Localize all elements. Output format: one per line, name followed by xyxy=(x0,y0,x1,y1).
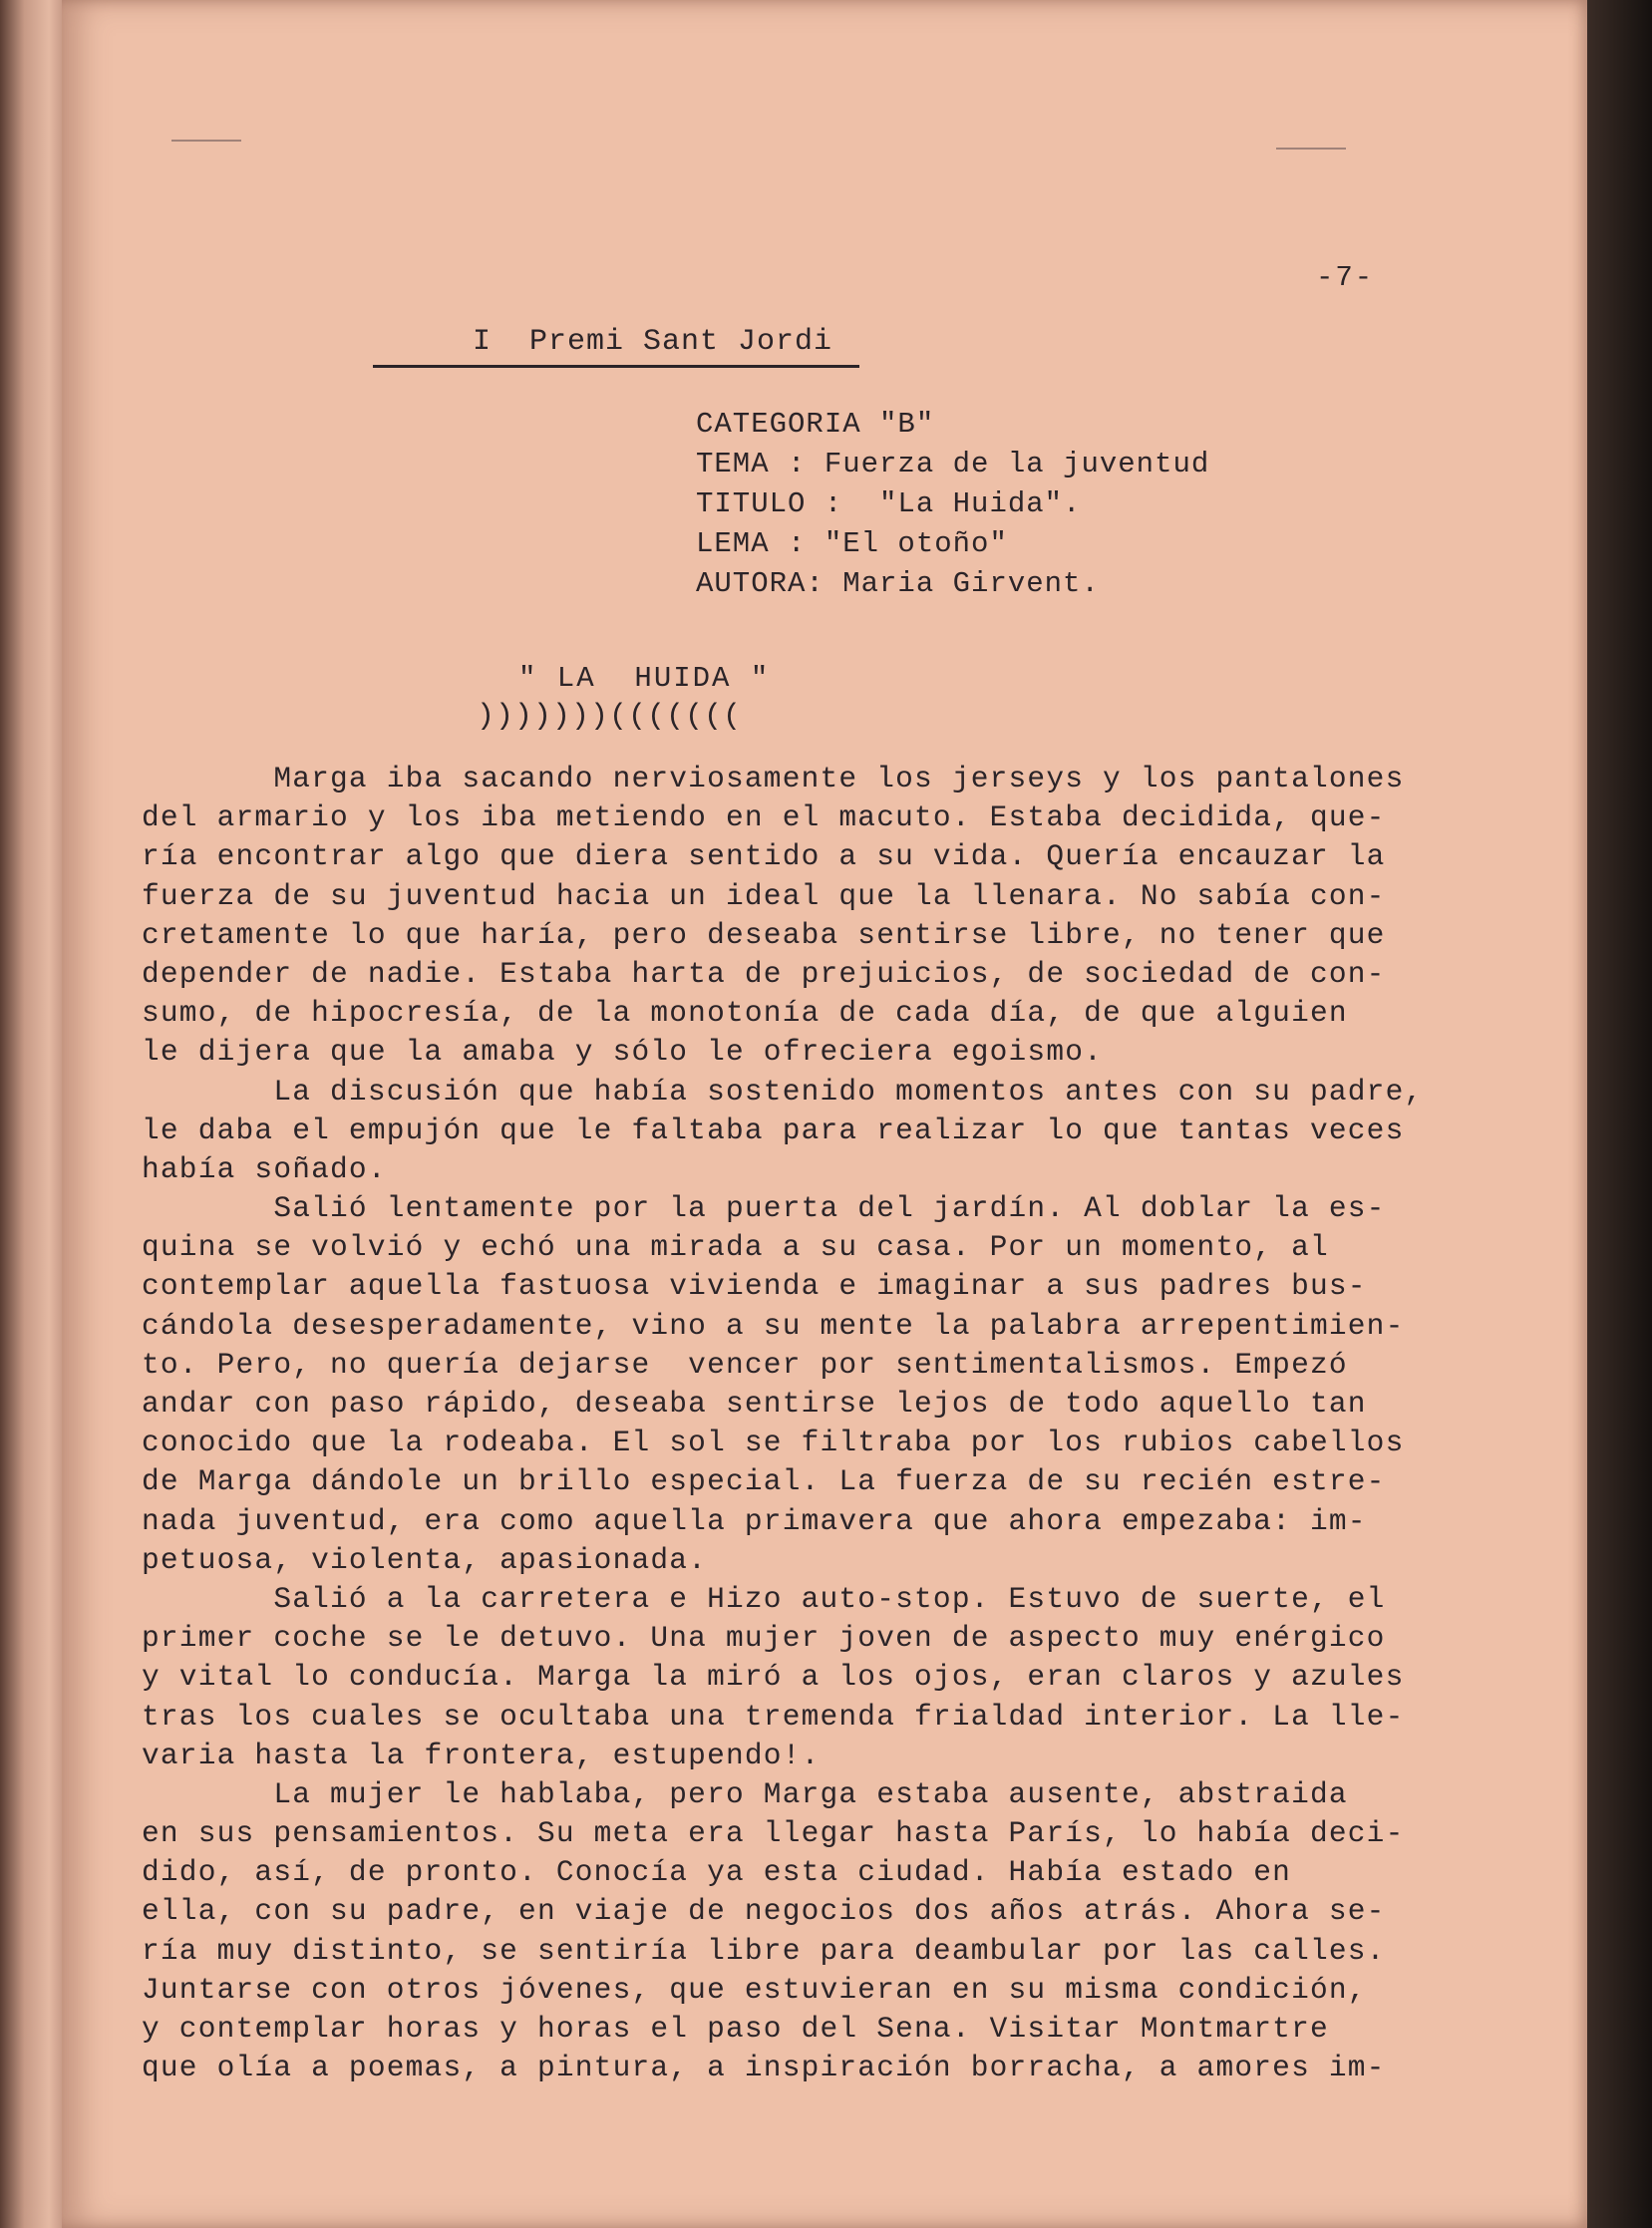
body-line: y contemplar horas y horas el paso del Sena. Visitar Montmartre xyxy=(142,2012,1329,2046)
title-ornament: )))))))((((((( xyxy=(477,700,743,734)
body-line: dido, así, de pronto. Conocía ya esta ciudad. Había estado en xyxy=(142,1855,1292,1890)
body-line: varia hasta la frontera, estupendo!. xyxy=(142,1738,821,1772)
page-number: -7- xyxy=(1316,261,1375,294)
body-line: de Marga dándole un brillo especial. La fuerza de su recién estre- xyxy=(142,1464,1386,1499)
scan-edge xyxy=(1587,0,1652,2228)
body-line: Marga iba sacando nerviosamente los jerseys y los pantalones xyxy=(142,762,1405,796)
body-line: tras los cuales se ocultaba una tremenda frialdad interior. La lle- xyxy=(142,1699,1405,1734)
entry-metadata xyxy=(696,405,1209,604)
body-line: le daba el empujón que le faltaba para realizar lo que tantas veces xyxy=(142,1113,1405,1147)
body-line: en sus pensamientos. Su meta era llegar hasta París, lo había deci- xyxy=(142,1816,1405,1851)
body-line: y vital lo conducía. Marga la miró a los ojos, eran claros y azules xyxy=(142,1660,1405,1695)
heading-text: I Premi Sant Jordi xyxy=(473,325,833,359)
body-line: le dijera que la amaba y sólo le ofreciera egoismo. xyxy=(142,1035,1104,1070)
body-line: que olía a poemas, a pintura, a inspiración borracha, a amores im- xyxy=(142,2051,1386,2085)
body-line: Salió lentamente por la puerta del jardín. Al doblar la es- xyxy=(142,1191,1386,1226)
body-line: to. Pero, no quería dejarse vencer por sentimentalismos. Empezó xyxy=(142,1347,1348,1382)
meta-theme: TEMA : Fuerza de la juventud xyxy=(696,448,1210,480)
meta-title: TITULO : "La Huida". xyxy=(696,487,1082,520)
body-line: cándola desesperadamente, vino a su mente la palabra arrepentimien- xyxy=(142,1308,1405,1343)
body-line: del armario y los iba metiendo en el macuto. Estaba decidida, que- xyxy=(142,800,1386,835)
body-line: La mujer le hablaba, pero Marga estaba ausente, abstraida xyxy=(142,1776,1348,1811)
body-line: quina se volvió y echó una mirada a su casa. Por un momento, al xyxy=(142,1230,1329,1265)
pencil-mark-right xyxy=(1276,148,1346,150)
body-line: petuosa, violenta, apasionada. xyxy=(142,1542,708,1577)
body-line: andar con paso rápido, deseaba sentirse lejos de todo aquello tan xyxy=(142,1387,1367,1421)
body-line: primer coche se le detuvo. Una mujer joven de aspecto muy enérgico xyxy=(142,1621,1386,1656)
body-line: había soñado. xyxy=(142,1151,387,1186)
body-line: depender de nadie. Estaba harta de prejuicios, de sociedad de con- xyxy=(142,956,1386,991)
body-line: ría encontrar algo que diera sentido a su vida. Quería encauzar la xyxy=(142,839,1386,874)
document-page xyxy=(62,0,1587,2228)
body-line: conocido que la rodeaba. El sol se filtraba por los rubios cabellos xyxy=(142,1426,1405,1460)
meta-category: CATEGORIA "B" xyxy=(696,408,935,441)
book-spine xyxy=(0,0,70,2228)
body-line: ría muy distinto, se sentiría libre para deambular por las calles. xyxy=(142,1933,1386,1968)
body-line: ella, con su padre, en viaje de negocios dos años atrás. Ahora se- xyxy=(142,1894,1386,1929)
body-line: cretamente lo que haría, pero deseaba sentirse libre, no tener que xyxy=(142,917,1386,952)
body-line: nada juventud, era como aquella primavera que ahora empezaba: im- xyxy=(142,1503,1367,1538)
story-title: " LA HUIDA " xyxy=(518,662,771,695)
story-body xyxy=(142,760,1577,2087)
body-line: fuerza de su juventud hacia un ideal que la llenara. No sabía con- xyxy=(142,878,1386,913)
body-line: Salió a la carretera e Hizo auto-stop. Estuvo de suerte, el xyxy=(142,1581,1386,1616)
meta-author: AUTORA: Maria Girvent. xyxy=(696,567,1100,600)
body-line: sumo, de hipocresía, de la monotonía de cada día, de que alguien xyxy=(142,996,1348,1031)
pencil-mark-left xyxy=(171,140,241,142)
body-line: Juntarse con otros jóvenes, que estuvieran en su misma condición, xyxy=(142,1972,1367,2007)
meta-motto: LEMA : "El otoño" xyxy=(696,527,1008,560)
body-line: La discusión que había sostenido momentos antes con su padre, xyxy=(142,1074,1424,1109)
page-heading xyxy=(373,325,859,368)
body-line: contemplar aquella fastuosa vivienda e imaginar a sus padres bus- xyxy=(142,1269,1367,1304)
